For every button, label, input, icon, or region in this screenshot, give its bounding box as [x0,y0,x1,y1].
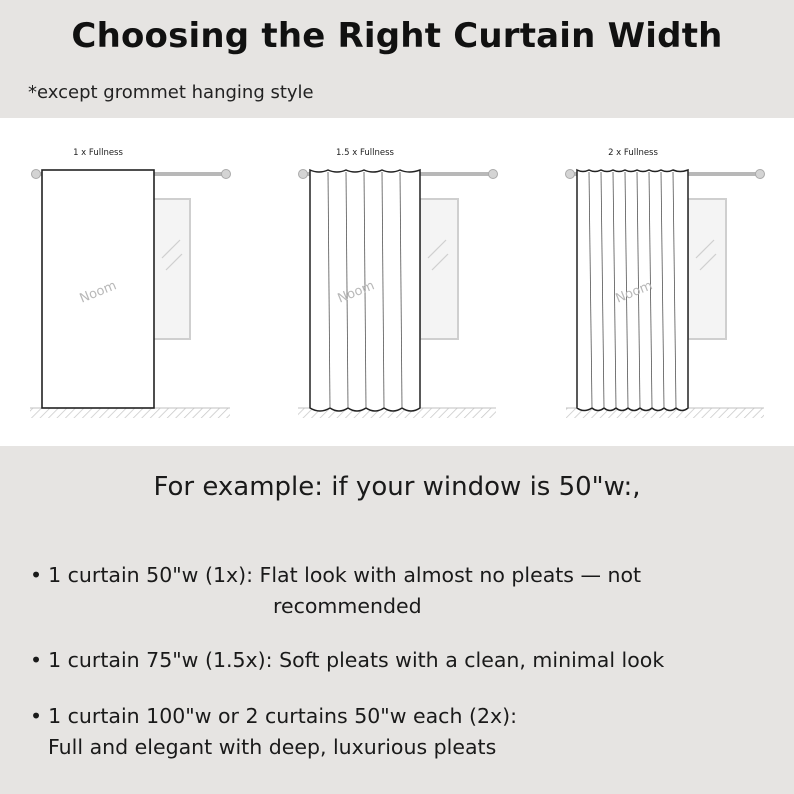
window [688,199,726,339]
bullet-marker: • [30,563,43,587]
example-heading: For example: if your window is 50"w:, [153,472,641,502]
fullness-diagram-panel [0,118,794,446]
bullet-2x-continued: Full and elegant with deep, luxurious pleats [48,735,497,759]
rod-finial [32,170,41,179]
diagram-1-5x [298,148,498,418]
bullet-1x-continued: recommended [273,594,422,618]
rod-finial [222,170,231,179]
rod-finial [299,170,308,179]
rod-finial [489,170,498,179]
page-title: Choosing the Right Curtain Width [71,16,723,56]
brand-watermark: Noom [613,278,655,307]
bullet-text: 1 curtain 75"w (1.5x): Soft pleats with a clean, minimal look [48,648,665,672]
bullet-text: 1 curtain 50"w (1x): Flat look with almost no pleats — not [48,563,642,587]
diagram-1x [30,148,231,418]
rod-finial [566,170,575,179]
bullet-marker: • [30,648,43,672]
brand-watermark: Noom [335,278,377,307]
bullet-1-5x [30,645,664,676]
bullet-1x [30,560,641,591]
fullness-diagrams [0,118,794,446]
diagram-1x-label: 1 x Fullness [73,148,123,158]
rod-finial [756,170,765,179]
diagram-2x [566,148,765,418]
brand-watermark: Noom [77,278,119,307]
window [152,199,190,339]
floor [30,408,230,418]
diagram-1-5x-label: 1.5 x Fullness [336,148,394,158]
bullet-text: 1 curtain 100"w or 2 curtains 50"w each (2x): [48,704,518,728]
bullet-marker: • [30,704,43,728]
bullet-2x [30,701,517,732]
diagram-2x-label: 2 x Fullness [608,148,658,158]
window [420,199,458,339]
grommet-note: *except grommet hanging style [28,82,314,103]
